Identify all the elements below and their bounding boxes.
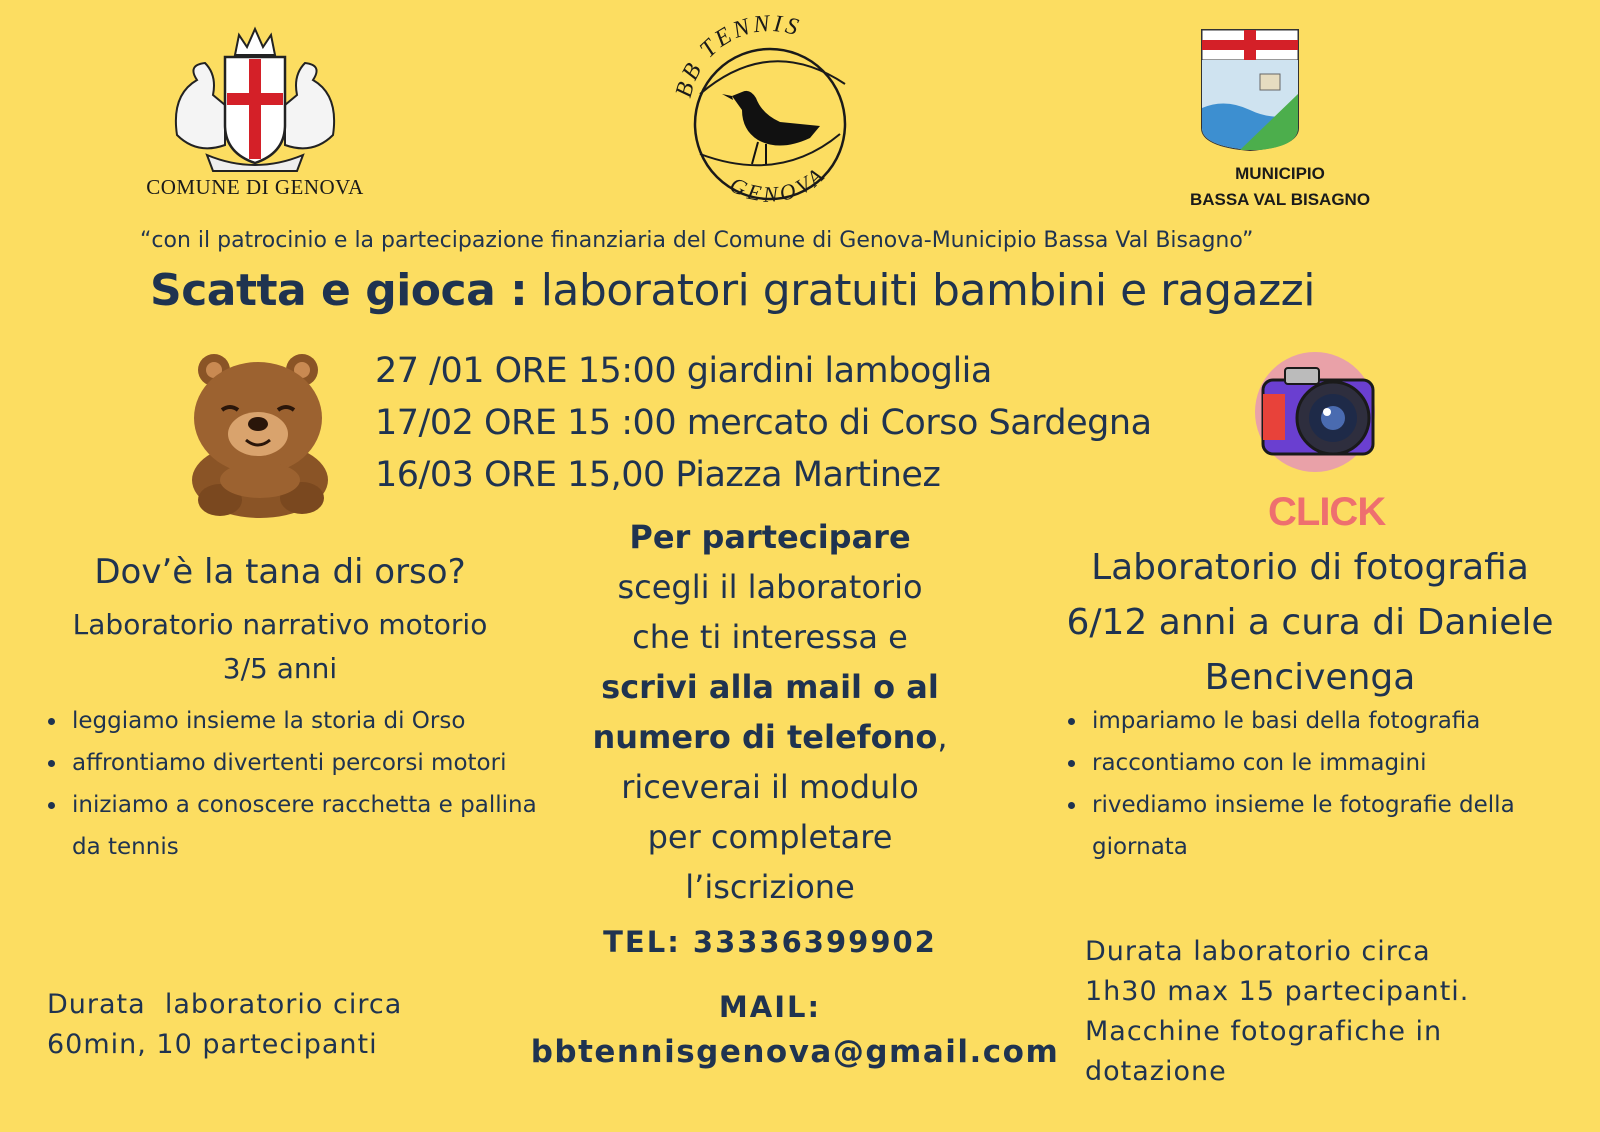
list-item: • affrontiamo divertenti percorsi motori — [68, 742, 538, 784]
svg-text:GENOVA — [726, 161, 831, 207]
left-subtitle-2: 3/5 anni — [222, 652, 338, 685]
right-activity-list — [1060, 700, 1588, 868]
camera-icon — [1255, 350, 1385, 480]
participation-line: scrivi alla mail o al — [601, 668, 939, 706]
date-line: 16/03 ORE 15,00 Piazza Martinez — [375, 455, 941, 495]
bb-tennis-logo — [670, 14, 870, 224]
left-subtitle-1: Laboratorio narrativo motorio — [72, 608, 488, 641]
patronage-text: “con il patrocinio e la partecipazione finanziaria del Comune di Genova-Municipio Bassa Val Bisagno” — [140, 228, 1254, 253]
phone-number[interactable]: TEL: 33336399902 — [603, 925, 937, 959]
headline-rest: laboratori gratuiti bambini e ragazzi — [527, 265, 1315, 316]
comune-genova-logo — [120, 25, 390, 205]
list-item: • iniziamo a conoscere racchetta e pallina da tennis — [68, 784, 538, 868]
date-line: 17/02 ORE 15 :00 mercato di Corso Sardegna — [375, 403, 1152, 443]
municipio-shield-icon — [1200, 28, 1300, 152]
bb-bottom-text: GENOVA — [725, 160, 832, 207]
list-item: • raccontiamo con le immagini — [1088, 742, 1588, 784]
participation-line: numero di telefono — [592, 718, 938, 756]
date-line: 27 /01 ORE 15:00 giardini lamboglia — [375, 351, 992, 391]
left-subtitle — [30, 603, 530, 691]
bb-tennis-bird-icon — [670, 14, 870, 224]
headline — [150, 265, 1450, 316]
mail-label: MAIL: — [718, 990, 822, 1024]
participation-heading: Per partecipare — [629, 518, 911, 556]
municipio-logo — [1160, 28, 1400, 218]
participation-line: che ti interessa e — [632, 618, 908, 656]
right-duration — [1085, 932, 1565, 1092]
right-duration-2: 1h30 max 15 partecipanti. — [1085, 976, 1470, 1007]
right-title-2: 6/12 anni a cura di Daniele — [1066, 602, 1554, 643]
list-item: • impariamo le basi della fotografia — [1088, 700, 1588, 742]
click-label: CLICK — [1268, 490, 1386, 534]
participation-text — [570, 512, 970, 912]
right-title — [1040, 540, 1580, 705]
participation-line: scegli il laboratorio — [617, 568, 923, 606]
participation-line: l’iscrizione — [685, 868, 855, 906]
right-duration-4: dotazione — [1085, 1056, 1227, 1087]
right-duration-3: Macchine fotografiche in — [1085, 1016, 1443, 1047]
right-title-3: Bencivenga — [1204, 657, 1416, 698]
dates-list — [375, 345, 1152, 501]
left-activity-list — [40, 700, 538, 868]
participation-comma: , — [937, 718, 948, 756]
list-item: • leggiamo insieme la storia di Orso — [68, 700, 538, 742]
bb-top-text: BB TENNIS — [670, 14, 804, 101]
right-duration-1: Durata laboratorio circa — [1085, 936, 1431, 967]
left-title: Dov’è la tana di orso? — [94, 552, 466, 592]
list-item: • rivediamo insieme le fotografie della giornata — [1088, 784, 1588, 868]
left-duration — [47, 985, 507, 1065]
municipio-label-1: MUNICIPIO — [1235, 164, 1325, 183]
municipio-label-2: BASSA VAL BISAGNO — [1189, 190, 1371, 209]
bear-icon — [180, 350, 340, 520]
genova-label: COMUNE DI GENOVA — [146, 175, 364, 199]
genova-crest-icon — [167, 25, 343, 175]
mail-address[interactable]: bbtennisgenova@gmail.com — [530, 1034, 1060, 1070]
participation-line: per completare — [647, 818, 893, 856]
left-duration-1: Durata laboratorio circa — [47, 989, 403, 1020]
right-title-1: Laboratorio di fotografia — [1091, 547, 1529, 588]
left-duration-2: 60min, 10 partecipanti — [47, 1029, 378, 1060]
participation-line: riceverai il modulo — [621, 768, 919, 806]
headline-bold: Scatta e gioca : — [150, 265, 528, 316]
